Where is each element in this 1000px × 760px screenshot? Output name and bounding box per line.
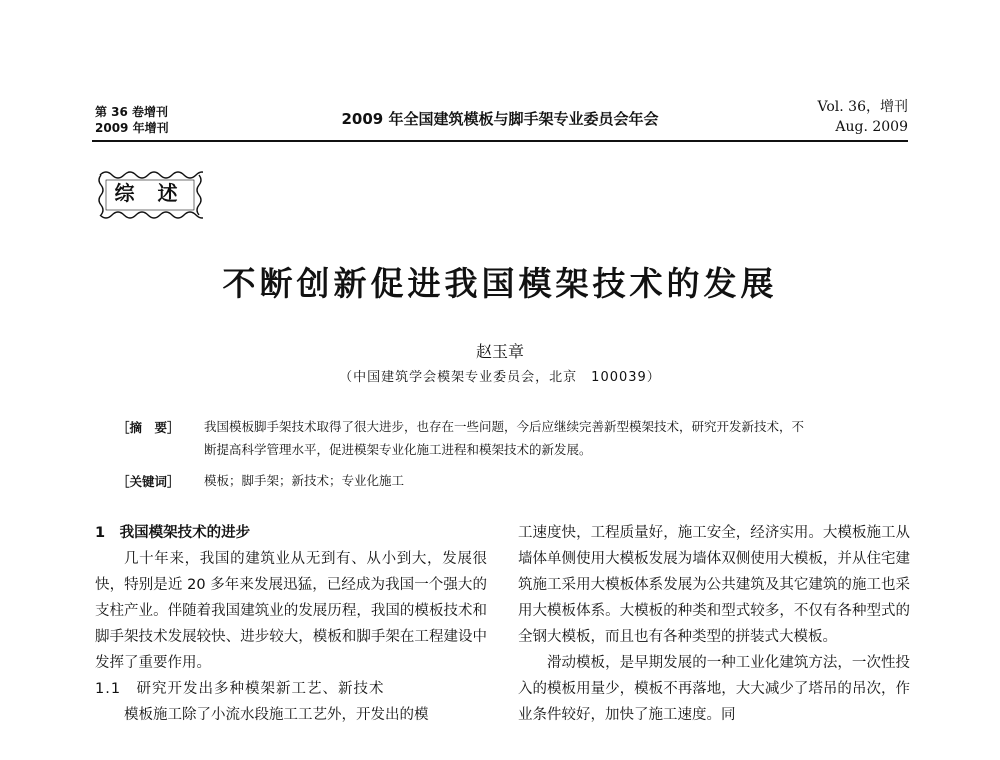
- abstract-text: [204, 415, 912, 461]
- author-affiliation: （中国建筑学会模架专业委员会，北京 100039）: [339, 370, 661, 385]
- abstract-line-1: 我国模板脚手架技术取得了很大进步，也存在一些问题，今后应继续完善新型模架技术，研究开发新技术，不: [204, 419, 805, 434]
- subsection-1-1-heading: 1.1 研究开发出多种模架新工艺、新技术: [95, 681, 385, 697]
- abstract-label: ［摘 要］: [117, 420, 180, 435]
- journal-volume-en: [818, 97, 908, 137]
- keywords-label: ［关键词］: [117, 474, 180, 489]
- journal-volume-en-line2: Aug. 2009: [835, 119, 908, 135]
- journal-volume-line2: 2009 年增刊: [95, 121, 169, 135]
- journal-volume-en-line1: Vol. 36，增刊: [817, 99, 908, 115]
- section-1-heading: 1 我国模架技术的进步: [95, 525, 251, 541]
- category-badge-label: 综 述: [114, 181, 186, 205]
- header-rule: [92, 140, 908, 142]
- body-paragraph: 工速度快，工程质量好，施工安全，经济实用。大模板施工从墙体单侧使用大模板发展为墙体双侧使用大模板，并从住宅建筑施工采用大模板体系发展为公共建筑及其它建筑的施工也采用大模板体系。大模板的种类和型式较多，不仅有各种型式的全钢大模板，而且也有各种类型的拼装式大模板。: [518, 525, 910, 645]
- article-title: 不断创新促进我国模架技术的发展: [222, 264, 778, 303]
- journal-volume-line1: 第 36 卷增刊: [95, 105, 169, 119]
- abstract-line-2: 断提高科学管理水平，促进模架专业化施工进程和模架技术的新发展。: [204, 442, 592, 457]
- article-author: 赵玉章: [475, 342, 524, 361]
- body-left-column: [95, 520, 487, 728]
- body-right-column: [518, 520, 910, 728]
- conference-title: 2009 年全国建筑模板与脚手架专业委员会年会: [341, 110, 659, 128]
- body-paragraph: 滑动模板，是早期发展的一种工业化建筑方法，一次性投入的模板用量少，模板不再落地，大大减少了塔吊的吊次，作业条件较好，加快了施工速度。同: [518, 655, 910, 723]
- body-paragraph: 几十年来，我国的建筑业从无到有、从小到大，发展很快，特别是近 20 多年来发展迅猛，已经成为我国一个强大的支柱产业。伴随着我国建筑业的发展历程，我国的模板技术和脚手架技术发展较快、进步较大，模板和脚手架在工程建设中发挥了重要作用。: [95, 551, 487, 671]
- keywords-text: 模板；脚手架；新技术；专业化施工: [204, 473, 405, 488]
- body-paragraph: 模板施工除了小流水段施工工艺外，开发出的模: [124, 707, 429, 723]
